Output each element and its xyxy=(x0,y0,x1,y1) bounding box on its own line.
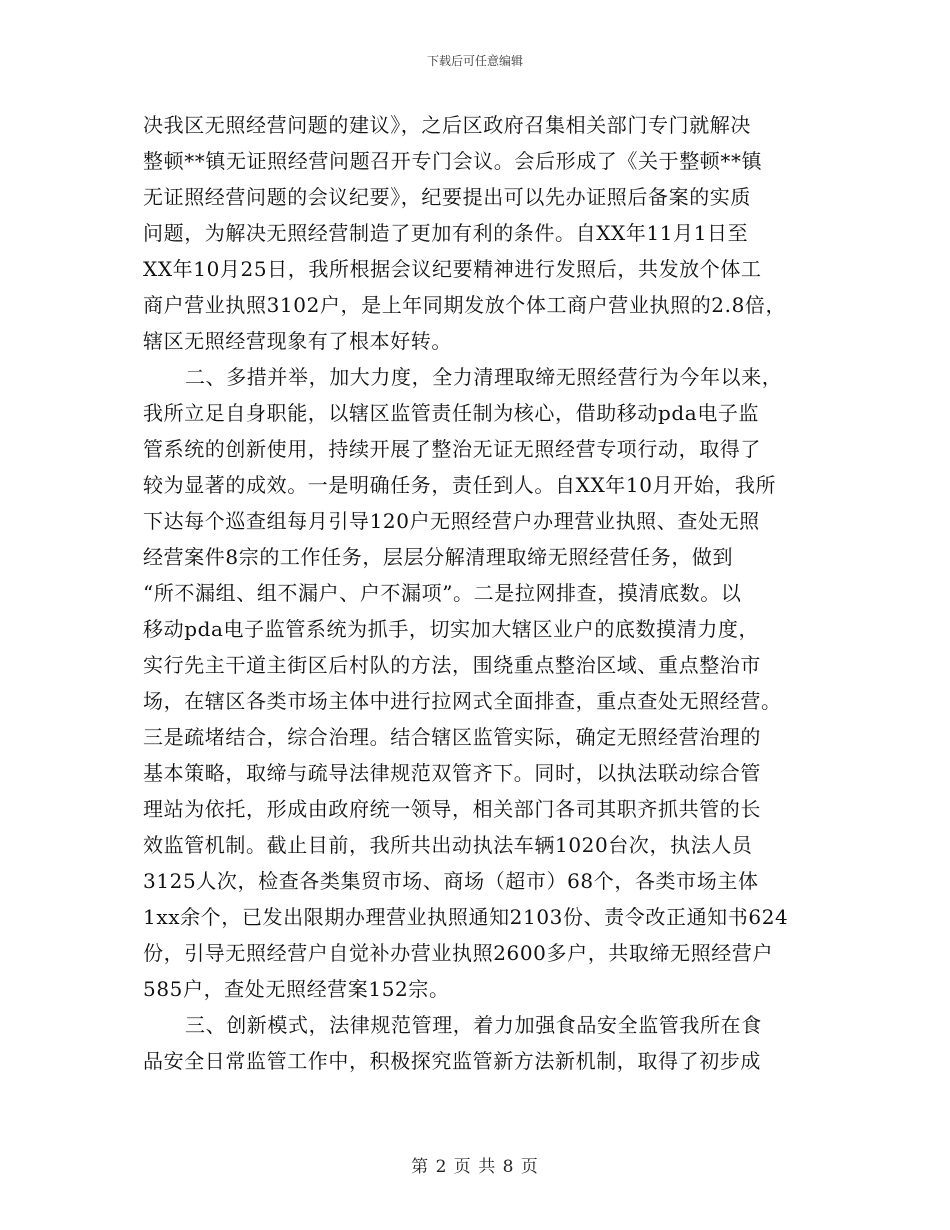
text-line: 585户，查处无照经营案152宗。 xyxy=(143,977,450,1001)
text-line: 辖区无照经营现象有了根本好转。 xyxy=(143,329,452,353)
text-line: 整顿**镇无证照经营问题召开专门会议。会后形成了《关于整顿**镇 xyxy=(143,149,763,173)
text-line: 品安全日常监管工作中，积极探究监管新方法新机制，取得了初步成 xyxy=(143,1049,761,1073)
text-line: 基本策略，取缔与疏导法律规范双管齐下。同时，以执法联动综合管 xyxy=(143,761,761,785)
text-line: XX年10月25日，我所根据会议纪要精神进行发照后，共发放个体工 xyxy=(143,257,762,281)
text-line: 下达每个巡查组每月引导120户无照经营户办理营业执照、查处无照 xyxy=(143,509,760,533)
text-line: 场，在辖区各类市场主体中进行拉网式全面排查，重点查处无照经营。 xyxy=(143,689,782,713)
text-line: 较为显著的成效。一是明确任务，责任到人。自XX年10月开始，我所 xyxy=(143,473,777,497)
text-line: 无证照经营问题的会议纪要》，纪要提出可以先办证照后备案的实质 xyxy=(143,185,751,209)
text-line: 份，引导无照经营户自觉补办营业执照2600多户，共取缔无照经营户 xyxy=(143,941,774,965)
text-line: 3125人次，检查各类集贸市场、商场（超市）68个，各类市场主体 xyxy=(143,869,759,893)
text-line: 我所立足自身职能，以辖区监管责任制为核心，借助移动pda电子监 xyxy=(143,401,760,425)
text-line: 理站为依托，形成由政府统一领导，相关部门各司其职齐抓共管的长 xyxy=(143,797,761,821)
text-line: 1xx余个，已发出限期办理营业执照通知2103份、责令改正通知书624 xyxy=(143,905,789,929)
text-line: 三是疏堵结合，综合治理。结合辖区监管实际，确定无照经营治理的 xyxy=(143,725,761,749)
page-number-footer: 第 2 页 共 8 页 xyxy=(411,1157,539,1177)
text-line: “所不漏组、组不漏户、户不漏项”。二是拉网排查，摸清底数。以 xyxy=(143,581,742,605)
section-heading-line: 二、多措并举，加大力度，全力清理取缔无照经营行为今年以来， xyxy=(185,365,783,389)
text-line: 移动pda电子监管系统为抓手，切实加大辖区业户的底数摸清力度， xyxy=(143,617,760,641)
text-line: 商户营业执照3102户，是上年同期发放个体工商户营业执照的2.8倍， xyxy=(143,293,787,317)
text-line: 决我区无照经营问题的建议》，之后区政府召集相关部门专门就解决 xyxy=(143,113,751,137)
section-heading-line: 三、创新模式，法律规范管理，着力加强食品安全监管我所在食 xyxy=(185,1013,762,1037)
text-line: 效监管机制。截止目前，我所共出动执法车辆1020台次，执法人员 xyxy=(143,833,753,857)
text-line: 管系统的创新使用，持续开展了整治无证无照经营专项行动，取得了 xyxy=(143,437,761,461)
document-body xyxy=(143,107,813,1079)
text-line: 问题，为解决无照经营制造了更加有利的条件。自XX年11月1日至 xyxy=(143,221,749,245)
text-line: 经营案件8宗的工作任务，层层分解清理取缔无照经营任务，做到 xyxy=(143,545,734,569)
page-header: 下载后可任意编辑 xyxy=(426,54,523,68)
text-line: 实行先主干道主街区后村队的方法，围绕重点整治区域、重点整治市 xyxy=(143,653,761,677)
